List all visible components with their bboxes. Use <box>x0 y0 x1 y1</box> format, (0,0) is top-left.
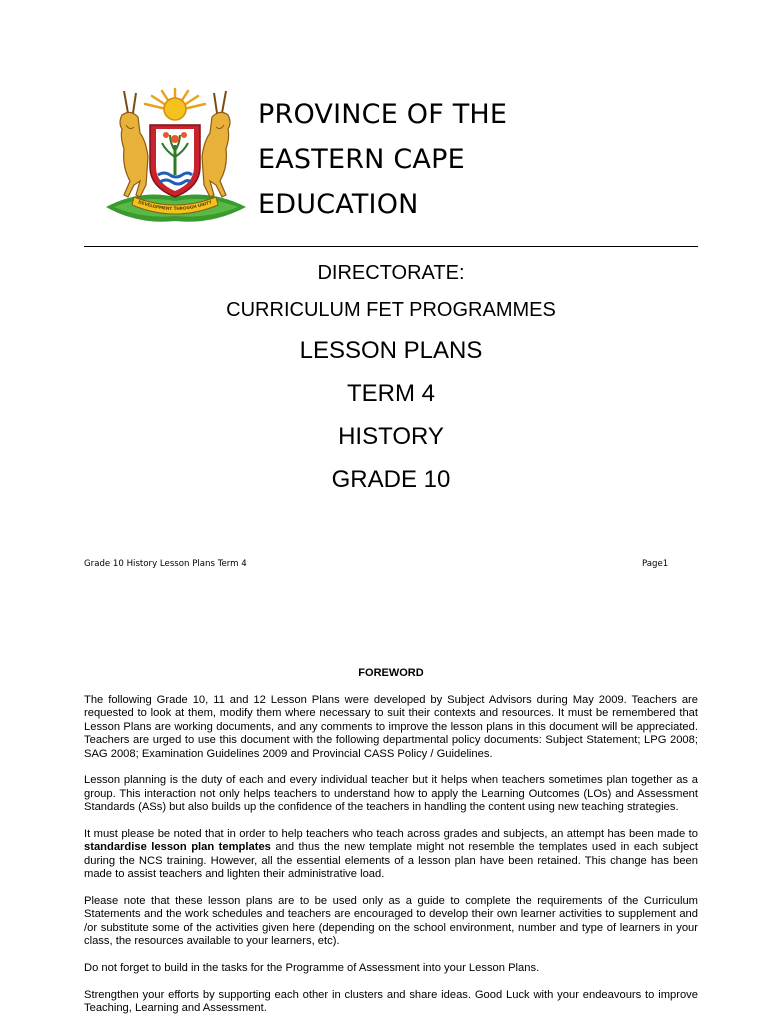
foreword-text: and thus the new template might not resemble the templates used in each subject during the NCS training. However, all the essential elements of a lesson plan have been retained. This change has been made to assist teachers and lighten their administrative load. <box>84 841 698 881</box>
grade-title: GRADE 10 <box>331 466 451 493</box>
header-divider <box>84 246 698 247</box>
province-line-3: EDUCATION <box>258 189 419 220</box>
lesson-plans-title: LESSON PLANS <box>299 337 483 364</box>
crest-motto: DEVELOPMENT THROUGH UNITY <box>137 199 213 212</box>
coat-of-arms-icon <box>100 85 250 227</box>
foreword-text: It must please be noted that in order to help teachers who teach across grades and subjects, an attempt has been made to <box>84 828 698 841</box>
foreword-paragraph: Lesson planning is the duty of each and every individual teacher but it helps when teachers sometimes plan together as a group. This interaction not only helps teachers to understand how to apply the Learning Outcomes (LOs) and Assessment Standards (ASs) but also builds up the confidence of the teachers in handling the content using new teaching strategies. <box>84 774 698 814</box>
foreword-paragraph <box>84 828 698 882</box>
directorate-label: DIRECTORATE: <box>317 262 465 284</box>
programmes-label: CURRICULUM FET PROGRAMMES <box>226 299 556 321</box>
subject-title: HISTORY <box>338 423 444 450</box>
term-title: TERM 4 <box>346 380 435 407</box>
province-line-2: EASTERN CAPE <box>258 144 465 175</box>
foreword-paragraph: Please note that these lesson plans are to be used only as a guide to complete the requirements of the Curriculum Statements and the work schedules and teachers are encouraged to develop their own learner activities to supplement and /or substitute some of the activities given here (depending on the school environment, number and type of learners in your class, the resources available to your learners, etc). <box>84 895 698 948</box>
page-footer-title: Grade 10 History Lesson Plans Term 4 <box>84 559 247 569</box>
page-number: Page1 <box>642 559 669 569</box>
province-heading <box>258 92 698 227</box>
foreword-paragraph: Strengthen your efforts by supporting each other in clusters and share ideas. Good Luck with your endeavours to improve Teaching, Learning and Assessment. <box>84 988 698 1015</box>
province-line-1: PROVINCE OF THE <box>258 99 508 130</box>
foreword-paragraph: Do not forget to build in the tasks for the Programme of Assessment into your Lesson Plans. <box>84 962 540 975</box>
foreword-heading: FOREWORD <box>358 667 424 679</box>
foreword-body <box>84 694 698 1024</box>
foreword-emphasis: standardise lesson plan templates <box>84 841 271 854</box>
foreword-paragraph: The following Grade 10, 11 and 12 Lesson Plans were developed by Subject Advisors during May 2009. Teachers are requested to look at them, modify them where necessary to suit their contexts and resources. It must be remembered that Lesson Plans are working documents, and any comments to improve the lesson plans in this document will be appreciated. Teachers are urged to use this document with the following departmental policy documents: Subject Statement; LPG 2008; SAG 2008; Examination Guidelines 2009 and Provincial CASS Policy / Guidelines. <box>84 694 698 760</box>
